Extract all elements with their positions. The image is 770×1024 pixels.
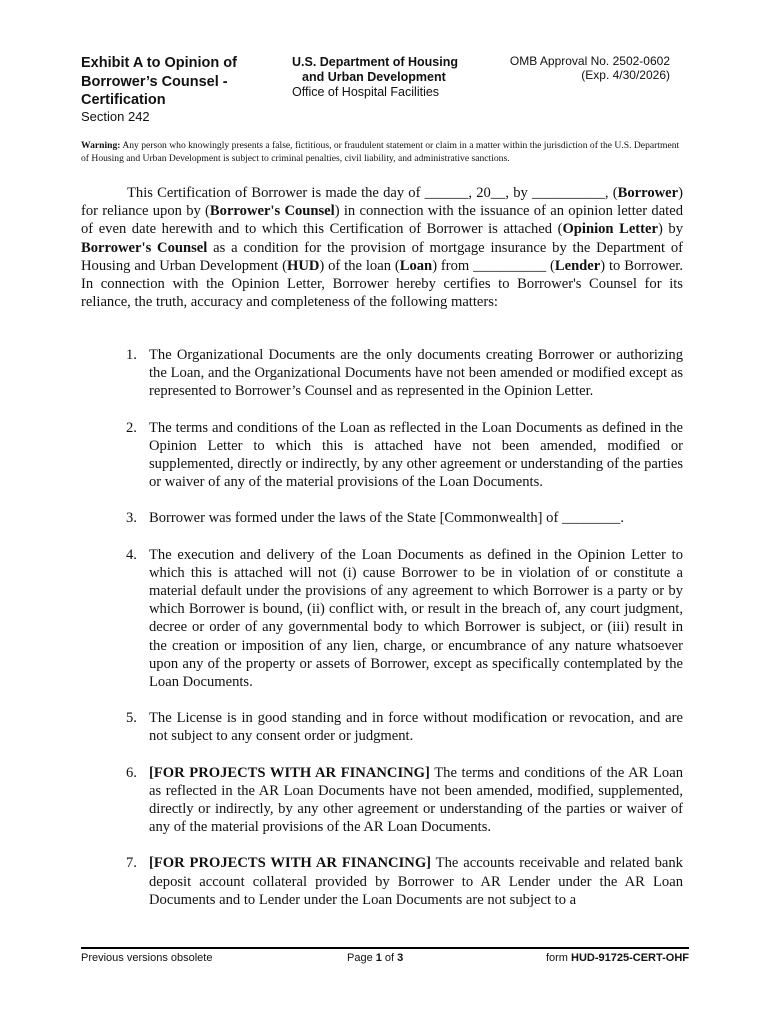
- list-item: [81, 854, 683, 909]
- page-current: 1: [375, 952, 382, 964]
- list-item: [81, 419, 683, 492]
- form-number: HUD-91725-CERT-OHF: [571, 952, 689, 964]
- footer-page-number: [347, 952, 403, 964]
- list-item: [81, 764, 683, 837]
- item-prefix: [FOR PROJECTS WITH AR FINANCING]: [149, 764, 430, 781]
- intro-text-5: as a condition for the provision of mortgage insurance by the Department of Housing and Urban Development (: [81, 239, 683, 274]
- certification-list: [81, 346, 683, 927]
- list-item: [81, 346, 683, 401]
- intro-term-hud: HUD: [286, 257, 320, 274]
- item-text: Borrower was formed under the laws of the State [Commonwealth] of ________.: [149, 510, 624, 527]
- title-line-2: Borrower’s Counsel -: [81, 73, 228, 90]
- intro-term-borrower: Borrower: [617, 185, 679, 201]
- intro-term-lender: Lender: [554, 257, 601, 274]
- agency-line-1: U.S. Department of Housing: [292, 55, 458, 69]
- page-prefix: Page: [347, 952, 376, 964]
- title-line-1: Exhibit A to Opinion of: [81, 55, 237, 71]
- omb-block: [490, 54, 670, 82]
- item-text: The License is in good standing and in force without modification or revocation, and are not subject to any consent order or judgment.: [149, 710, 683, 745]
- item-number: 6.: [126, 764, 137, 781]
- page-of: of: [381, 952, 398, 964]
- intro-paragraph: [81, 184, 683, 311]
- intro-text-8: ) to Borrower. In connection with the Opinion Letter, Borrower hereby certifies to Borrower's Counsel for its reliance, the truth, accuracy and completeness of the following matters:: [81, 257, 683, 311]
- item-prefix: [FOR PROJECTS WITH AR FINANCING]: [149, 855, 432, 872]
- intro-text-4: ) by: [657, 221, 683, 238]
- agency-block: [292, 55, 492, 100]
- intro-text-1: This Certification of Borrower is made the day of ______, 20__, by __________, (: [127, 185, 618, 201]
- footer-obsolete-note: Previous versions obsolete: [81, 952, 213, 964]
- page-total: 3: [397, 952, 404, 964]
- list-item: [81, 546, 683, 692]
- footer-form-id: [540, 952, 689, 964]
- footer-divider: [81, 947, 689, 949]
- warning-label: Warning:: [81, 140, 121, 151]
- warning-notice: [81, 140, 681, 165]
- item-number: 7.: [126, 855, 137, 872]
- item-number: 3.: [126, 510, 137, 527]
- intro-term-counsel-2: Borrower's Counsel: [81, 239, 208, 256]
- intro-text-7: ) from __________ (: [432, 257, 555, 274]
- item-number: 1.: [126, 347, 137, 363]
- agency-line-2: and Urban Development: [302, 70, 446, 84]
- item-text: The Organizational Documents are the only documents creating Borrower or authorizing the Loan, and the Organizational Documents have not been amended or modified except as represented to Borrower’s Counsel and as represented in the Opinion Letter.: [149, 347, 683, 400]
- document-title: [81, 54, 281, 110]
- form-prefix: form: [545, 952, 572, 964]
- item-text: The terms and conditions of the AR Loan as reflected in the AR Loan Documents have not been amended, modified, supplemented, directly or indirectly, by any other agreement or understanding of the parties or waiver of any of the material provisions of the AR Loan Documents.: [149, 764, 683, 836]
- item-text: The accounts receivable and related bank deposit account collateral provided by Borrower to AR Lender under the AR Loan Documents and to Lender under the Loan Documents are not subject to a: [149, 855, 683, 908]
- title-line-3: Certification: [81, 92, 166, 108]
- warning-text: Any person who knowingly presents a false, fictitious, or fraudulent statement or claim in a matter within the jurisdiction of the U.S. Department of Housing and Urban Development is subject to criminal penalties, civil liability, and administrative sanctions.: [81, 140, 680, 164]
- item-number: 5.: [126, 710, 137, 727]
- list-item: [81, 509, 683, 527]
- intro-term-loan: Loan: [399, 257, 433, 274]
- list-item: [81, 709, 683, 745]
- intro-term-counsel: Borrower's Counsel: [209, 203, 335, 220]
- item-text: The execution and delivery of the Loan Documents as defined in the Opinion Letter to which this is attached will not (i) cause Borrower to be in violation of or constitute a material default under the provisions of any agreement to which Borrower is a party or by which Borrower is bound, (ii) conflict with, or result in the breach of, any court judgment, decree or order of any governmental body to which Borrower is subject, or (iii) result in the creation or imposition of any lien, charge, or encumbrance of any nature whatsoever upon any of the property or assets of Borrower, except as specifically contemplated by the Loan Documents.: [149, 546, 683, 691]
- section-label: Section 242: [81, 109, 150, 124]
- intro-text-6: ) of the loan (: [319, 257, 400, 274]
- item-number: 4.: [126, 546, 137, 563]
- office-name: Office of Hospital Facilities: [292, 85, 440, 99]
- intro-text-3: ) in connection with the issuance of an opinion letter dated of even date herewith and to which this Certification of Borrower is attached (: [81, 203, 683, 238]
- intro-text-2: ) for reliance upon by (: [81, 185, 683, 220]
- item-text: The terms and conditions of the Loan as reflected in the Loan Documents as defined in the Opinion Letter to which this is attached have not been amended, modified or supplemented, directly or indirectly, by any other agreement or understanding of the parties or waiver of any of the material provisions of the Loan Documents.: [149, 419, 683, 491]
- omb-approval: OMB Approval No. 2502-0602: [509, 54, 670, 68]
- intro-term-opinion: Opinion Letter: [562, 221, 658, 238]
- item-number: 2.: [126, 419, 137, 436]
- omb-expiration: (Exp. 4/30/2026): [581, 68, 670, 82]
